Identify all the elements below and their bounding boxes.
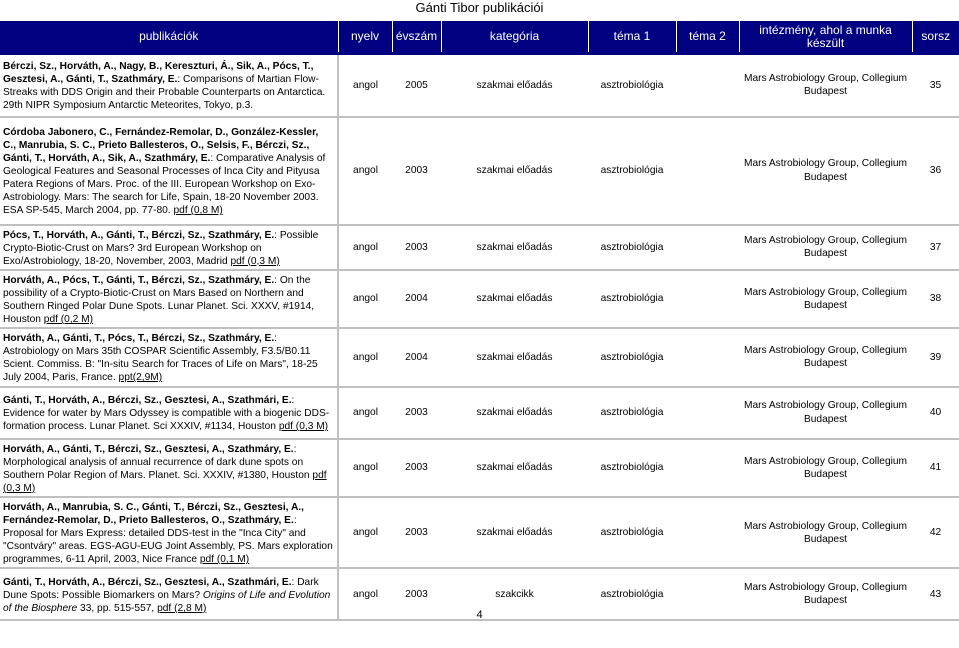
year-cell: 2003	[392, 225, 441, 270]
language-cell: angol	[338, 328, 392, 386]
topic1-cell: asztrobiológia	[588, 117, 676, 225]
serial-cell: 37	[912, 225, 959, 270]
serial-cell: 43	[912, 568, 959, 620]
publication-cell	[0, 497, 338, 568]
page-title: Gánti Tibor publikációi	[415, 0, 544, 15]
publication-details: : Comparisons of Martian Flow-Streaks with DDS Origin and their Probable Counterparts on Antarctica. 29th NIPR Symposium Antarctic Meteorites, Tokyo, p.3.	[3, 74, 326, 112]
category-cell: szakmai előadás	[441, 54, 588, 117]
table-row	[0, 497, 959, 568]
publication-details: : Comparative Analysis of Geological Features and Seasonal Processes of Inca City and Pityusa Patera Regions of Mars. Proc. of the III. European Workshop on Exo-Astrobiology. Mars: The search for Life, Spain, 18-20 November 2003. ESA SP-545, March 2004, pp. 77-80.	[3, 152, 326, 217]
col-header-language: nyelv	[338, 21, 392, 54]
table-row	[0, 387, 959, 439]
language-cell: angol	[338, 117, 392, 225]
institution-cell: Mars Astrobiology Group, Collegium Budapest	[739, 117, 912, 225]
topic1-cell: asztrobiológia	[588, 328, 676, 386]
publication-authors: Horváth, A., Manrubia, S. C., Gánti, T., Bérczi, Sz., Gesztesi, A., Fernández-Remolar, D., Prieto Ballesteros, O., Szathmáry, E.	[3, 501, 304, 526]
publications-table	[0, 21, 959, 621]
year-cell: 2005	[392, 54, 441, 117]
page-number: 4	[476, 609, 483, 621]
serial-cell: 39	[912, 328, 959, 386]
publication-details: : On the possibility of a Crypto-Biotic-Crust on Mars Based on Northern and Southern Ringed Polar Dune Spots. Lunar Planet. Sci. XXXV, #1914, Houston	[3, 274, 315, 326]
publication-journal: Origins of Life and Evolution of the Biosphere	[3, 589, 331, 614]
publication-reference	[3, 60, 333, 112]
publication-reference	[3, 332, 333, 384]
institution-cell: Mars Astrobiology Group, Collegium Budapest	[739, 387, 912, 439]
institution-cell: Mars Astrobiology Group, Collegium Budapest	[739, 568, 912, 620]
publication-cell	[0, 439, 338, 497]
topic1-cell: asztrobiológia	[588, 497, 676, 568]
publication-cell	[0, 117, 338, 225]
language-cell: angol	[338, 225, 392, 270]
publication-details: : Astrobiology on Mars 35th COSPAR Scientific Assembly, F3.5/B0.11 Scient. Commiss. B: "In-situ Search for Traces of Life on Mars", 18-25 July 2004, Paris, France.	[3, 333, 318, 384]
publication-cell	[0, 387, 338, 439]
serial-cell: 41	[912, 439, 959, 497]
col-header-year: évszám	[392, 21, 441, 54]
serial-cell: 38	[912, 270, 959, 328]
publication-cell	[0, 270, 338, 328]
institution-cell: Mars Astrobiology Group, Collegium Budapest	[739, 270, 912, 328]
publication-authors: Horváth, A., Pócs, T., Gánti, T., Bérczi, Sz., Szathmáry, E.	[3, 274, 275, 286]
topic1-cell: asztrobiológia	[588, 270, 676, 328]
publication-cell	[0, 225, 338, 270]
category-cell: szakmai előadás	[441, 117, 588, 225]
table-row	[0, 117, 959, 225]
institution-cell: Mars Astrobiology Group, Collegium Budapest	[739, 225, 912, 270]
category-cell: szakmai előadás	[441, 497, 588, 568]
publication-cell	[0, 54, 338, 117]
table-row	[0, 439, 959, 497]
publication-authors: Pócs, T., Horváth, A., Gánti, T., Bérczi, Sz., Szathmáry, E.	[3, 229, 275, 241]
topic1-cell: asztrobiológia	[588, 387, 676, 439]
table-row	[0, 270, 959, 328]
topic2-cell	[676, 54, 739, 117]
publication-details: : Possible Crypto-Biotic-Crust on Mars? 3rd European Workshop on Exo/Astrobiology, 18-20, November, 2003, Madrid	[3, 229, 319, 267]
topic1-cell: asztrobiológia	[588, 225, 676, 270]
publication-details: : Morphological analysis of annual recurrence of dark dune spots on Southern Polar Region of Mars. Planet. Sci. XXXIV, #1380, Houston	[3, 443, 310, 481]
publication-reference	[3, 394, 333, 433]
topic2-cell	[676, 328, 739, 386]
language-cell: angol	[338, 270, 392, 328]
download-link[interactable]: pdf (0,3 M)	[230, 255, 280, 267]
year-cell: 2003	[392, 117, 441, 225]
year-cell: 2003	[392, 497, 441, 568]
topic2-cell	[676, 117, 739, 225]
publication-authors: Gánti, T., Horváth, A., Bérczi, Sz., Gesztesi, A., Szathmári, E.	[3, 576, 292, 588]
col-header-institution: intézmény, ahol a munka készült	[739, 21, 912, 54]
institution-cell: Mars Astrobiology Group, Collegium Budapest	[739, 497, 912, 568]
publication-volume: 33, pp. 515-557,	[80, 602, 155, 614]
publication-authors: Gánti, T., Horváth, A., Bérczi, Sz., Gesztesi, A., Szathmári, E.	[3, 394, 292, 406]
language-cell: angol	[338, 439, 392, 497]
download-link[interactable]: pdf (2,8 M)	[157, 602, 207, 614]
publication-details: : Evidence for water by Mars Odyssey is compatible with a biogenic DDS-formation process. Lunar Planet. Sci XXXIV, #1134, Houston	[3, 394, 330, 433]
year-cell: 2003	[392, 439, 441, 497]
year-cell: 2003	[392, 568, 441, 620]
publication-authors: Horváth, A., Gánti, T., Pócs, T., Bérczi, Sz., Szathmáry, E.	[3, 333, 275, 345]
publication-details: : Dark Dune Spots: Possible Biomarkers on Mars?	[3, 576, 319, 601]
publication-authors: Córdoba Jabonero, C., Fernández-Remolar, D., González-Kessler, C., Manrubia, S. C., Prieto Ballesteros, O., Selsis, F., Bérczi, Sz., Gánti, T., Horváth, A., Sik, A., Szathmáry, E.	[3, 126, 319, 164]
topic2-cell	[676, 225, 739, 270]
publication-reference	[3, 126, 333, 218]
table-row	[0, 225, 959, 270]
language-cell: angol	[338, 568, 392, 620]
category-cell: szakmai előadás	[441, 387, 588, 439]
category-cell: szakcikk	[441, 568, 588, 620]
publication-reference	[3, 229, 333, 268]
download-link[interactable]: pdf (0,3 M)	[3, 469, 327, 494]
year-cell: 2004	[392, 328, 441, 386]
download-link[interactable]: pdf (0,1 M)	[199, 554, 250, 566]
category-cell: szakmai előadás	[441, 439, 588, 497]
download-link[interactable]: pdf (0,3 M)	[278, 421, 329, 433]
language-cell: angol	[338, 497, 392, 568]
serial-cell: 40	[912, 387, 959, 439]
publication-authors: Bérczi, Sz., Horváth, A., Nagy, B., Kereszturi, Á., Sik, A., Pócs, T., Gesztesi, A., Gánti, T., Szathmáry, E.	[3, 61, 314, 86]
topic2-cell	[676, 497, 739, 568]
table-row	[0, 54, 959, 117]
col-header-serial: sorsz	[912, 21, 959, 54]
serial-cell: 35	[912, 54, 959, 117]
institution-cell: Mars Astrobiology Group, Collegium Budapest	[739, 439, 912, 497]
topic2-cell	[676, 270, 739, 328]
institution-cell: Mars Astrobiology Group, Collegium Budapest	[739, 54, 912, 117]
publication-reference	[3, 443, 333, 495]
language-cell: angol	[338, 54, 392, 117]
publication-cell	[0, 328, 338, 386]
publication-reference	[3, 274, 333, 326]
col-header-topic1: téma 1	[588, 21, 676, 54]
download-link[interactable]: ppt(2,9M)	[118, 372, 163, 384]
language-cell: angol	[338, 387, 392, 439]
table-row	[0, 328, 959, 386]
category-cell: szakmai előadás	[441, 270, 588, 328]
publication-details: : Proposal for Mars Express: detailed DDS-test in the "Inca City" and "Csontváry" areas. EGS-AGU-EUG Joint Assembly, PS. Mars exploration programmes, 6-11 April, 2003, Nice France	[3, 515, 333, 566]
topic1-cell: asztrobiológia	[588, 568, 676, 620]
category-cell: szakmai előadás	[441, 328, 588, 386]
publication-reference	[3, 501, 333, 566]
download-link[interactable]: pdf (0,8 M)	[173, 205, 223, 217]
topic1-cell: asztrobiológia	[588, 54, 676, 117]
col-header-publications: publikációk	[0, 21, 338, 54]
year-cell: 2004	[392, 270, 441, 328]
category-cell: szakmai előadás	[441, 225, 588, 270]
publication-authors: Horváth, A., Gánti, T., Bérczi, Sz., Gesztesi, A., Szathmáry, E.	[3, 443, 294, 455]
table-header-row	[0, 21, 959, 54]
col-header-topic2: téma 2	[676, 21, 739, 54]
topic1-cell: asztrobiológia	[588, 439, 676, 497]
year-cell: 2003	[392, 387, 441, 439]
download-link[interactable]: pdf (0,2 M)	[43, 314, 94, 326]
serial-cell: 36	[912, 117, 959, 225]
topic2-cell	[676, 439, 739, 497]
institution-cell: Mars Astrobiology Group, Collegium Budapest	[739, 328, 912, 386]
col-header-category: kategória	[441, 21, 588, 54]
topic2-cell	[676, 387, 739, 439]
serial-cell: 42	[912, 497, 959, 568]
